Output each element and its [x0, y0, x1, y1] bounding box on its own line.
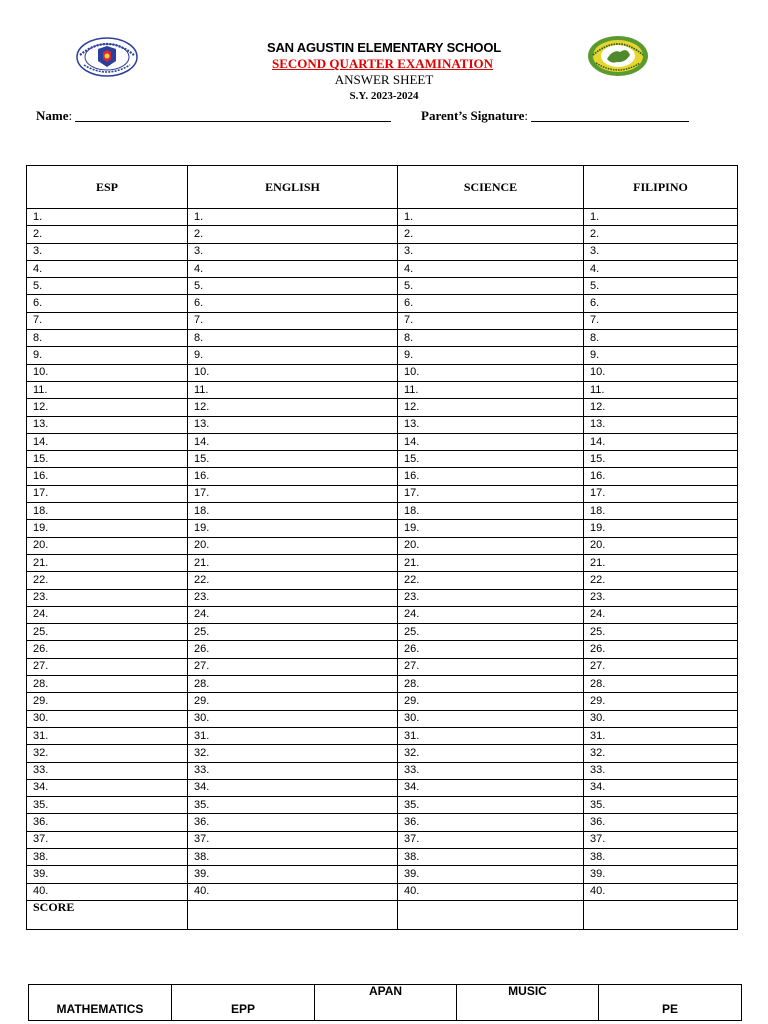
table-row	[27, 503, 738, 520]
answer-cell-science-9[interactable]: 9.	[398, 347, 584, 364]
answer-cell-science-32[interactable]: 32.	[398, 745, 584, 762]
column-header-music: MUSIC	[457, 985, 599, 1021]
answer-cell-filipino-27[interactable]: 27.	[584, 658, 738, 675]
table-row	[27, 260, 738, 277]
answer-cell-esp-39[interactable]: 39.	[27, 866, 188, 883]
sheet-title: ANSWER SHEET	[334, 72, 434, 87]
answer-cell-english-1[interactable]: 1.	[188, 209, 398, 226]
answer-cell-english-33[interactable]: 33.	[188, 762, 398, 779]
answer-cell-english-13[interactable]: 13.	[188, 416, 398, 433]
answer-cell-filipino-38[interactable]: 38.	[584, 848, 738, 865]
name-label: Name	[36, 108, 69, 123]
answer-cell-science-34[interactable]: 34.	[398, 779, 584, 796]
answer-cell-filipino-20[interactable]: 20.	[584, 537, 738, 554]
answer-cell-science-31[interactable]: 31.	[398, 727, 584, 744]
answer-cell-filipino-2[interactable]: 2.	[584, 226, 738, 243]
answer-cell-english-10[interactable]: 10.	[188, 364, 398, 381]
table-row	[27, 606, 738, 623]
answer-cell-filipino-33[interactable]: 33.	[584, 762, 738, 779]
answer-cell-science-30[interactable]: 30.	[398, 710, 584, 727]
answer-cell-science-37[interactable]: 37.	[398, 831, 584, 848]
answer-cell-science-10[interactable]: 10.	[398, 364, 584, 381]
table-row	[27, 537, 738, 554]
answer-cell-esp-5[interactable]: 5.	[27, 278, 188, 295]
table-row	[27, 433, 738, 450]
school-year: S.Y. 2023-2024	[349, 90, 419, 102]
answer-cell-filipino-1[interactable]: 1.	[584, 209, 738, 226]
table-row	[27, 866, 738, 883]
answer-cell-esp-32[interactable]: 32.	[27, 745, 188, 762]
answer-cell-filipino-9[interactable]: 9.	[584, 347, 738, 364]
score-cell-science[interactable]	[398, 900, 584, 929]
answer-cell-esp-1[interactable]: 1.	[27, 209, 188, 226]
answer-cell-english-24[interactable]: 24.	[188, 606, 398, 623]
answer-cell-english-4[interactable]: 4.	[188, 260, 398, 277]
answer-cell-filipino-15[interactable]: 15.	[584, 451, 738, 468]
answer-cell-filipino-22[interactable]: 22.	[584, 572, 738, 589]
answer-cell-filipino-35[interactable]: 35.	[584, 797, 738, 814]
answer-cell-filipino-24[interactable]: 24.	[584, 606, 738, 623]
answer-cell-esp-10[interactable]: 10.	[27, 364, 188, 381]
answer-cell-english-28[interactable]: 28.	[188, 676, 398, 693]
answer-cell-science-22[interactable]: 22.	[398, 572, 584, 589]
table-row	[27, 831, 738, 848]
table-row	[27, 693, 738, 710]
answer-cell-science-16[interactable]: 16.	[398, 468, 584, 485]
answer-cell-english-20[interactable]: 20.	[188, 537, 398, 554]
answer-cell-esp-7[interactable]: 7.	[27, 312, 188, 329]
table-row	[27, 710, 738, 727]
exam-title-text: SECOND QUARTER EXAMINATION	[271, 56, 494, 71]
answer-cell-esp-27[interactable]: 27.	[27, 658, 188, 675]
answer-cell-science-33[interactable]: 33.	[398, 762, 584, 779]
answer-cell-esp-4[interactable]: 4.	[27, 260, 188, 277]
answer-cell-filipino-21[interactable]: 21.	[584, 554, 738, 571]
answer-cell-esp-12[interactable]: 12.	[27, 399, 188, 416]
answer-cell-filipino-6[interactable]: 6.	[584, 295, 738, 312]
table-row	[27, 658, 738, 675]
parent-signature-separator: :	[524, 108, 532, 123]
answer-cell-science-15[interactable]: 15.	[398, 451, 584, 468]
answer-cell-science-13[interactable]: 13.	[398, 416, 584, 433]
answer-cell-esp-30[interactable]: 30.	[27, 710, 188, 727]
answer-cell-filipino-23[interactable]: 23.	[584, 589, 738, 606]
score-cell-filipino[interactable]	[584, 900, 738, 929]
answer-cell-science-2[interactable]: 2.	[398, 226, 584, 243]
table-row	[27, 364, 738, 381]
answer-cell-english-2[interactable]: 2.	[188, 226, 398, 243]
answer-cell-filipino-37[interactable]: 37.	[584, 831, 738, 848]
answer-cell-filipino-40[interactable]: 40.	[584, 883, 738, 900]
score-label: SCORE	[27, 900, 188, 929]
answer-cell-science-8[interactable]: 8.	[398, 330, 584, 347]
answer-cell-esp-21[interactable]: 21.	[27, 554, 188, 571]
answer-cell-science-26[interactable]: 26.	[398, 641, 584, 658]
table-row	[27, 641, 738, 658]
answer-cell-science-24[interactable]: 24.	[398, 606, 584, 623]
answer-cell-science-29[interactable]: 29.	[398, 693, 584, 710]
answer-cell-filipino-5[interactable]: 5.	[584, 278, 738, 295]
answer-cell-english-36[interactable]: 36.	[188, 814, 398, 831]
name-blank-line[interactable]	[75, 109, 391, 122]
answer-cell-english-12[interactable]: 12.	[188, 399, 398, 416]
answer-cell-filipino-31[interactable]: 31.	[584, 727, 738, 744]
answer-cell-esp-28[interactable]: 28.	[27, 676, 188, 693]
answer-cell-esp-22[interactable]: 22.	[27, 572, 188, 589]
table-row	[27, 745, 738, 762]
answer-cell-filipino-3[interactable]: 3.	[584, 243, 738, 260]
table-row	[27, 814, 738, 831]
answer-cell-english-32[interactable]: 32.	[188, 745, 398, 762]
answer-cell-filipino-19[interactable]: 19.	[584, 520, 738, 537]
answer-cell-esp-35[interactable]: 35.	[27, 797, 188, 814]
table-row	[27, 451, 738, 468]
answer-cell-esp-18[interactable]: 18.	[27, 503, 188, 520]
answer-cell-english-18[interactable]: 18.	[188, 503, 398, 520]
table-row	[27, 312, 738, 329]
column-header-esp: ESP	[27, 166, 188, 209]
answer-cell-science-27[interactable]: 27.	[398, 658, 584, 675]
answer-cell-esp-24[interactable]: 24.	[27, 606, 188, 623]
answer-cell-esp-2[interactable]: 2.	[27, 226, 188, 243]
answer-cell-english-31[interactable]: 31.	[188, 727, 398, 744]
answer-cell-science-6[interactable]: 6.	[398, 295, 584, 312]
column-header-mathematics: MATHEMATICS	[29, 985, 172, 1021]
table-row	[27, 624, 738, 641]
table-row	[27, 589, 738, 606]
score-row	[27, 900, 738, 929]
answer-cell-english-11[interactable]: 11.	[188, 381, 398, 398]
answer-cell-esp-25[interactable]: 25.	[27, 624, 188, 641]
answer-cell-esp-23[interactable]: 23.	[27, 589, 188, 606]
answer-cell-filipino-36[interactable]: 36.	[584, 814, 738, 831]
answer-cell-esp-15[interactable]: 15.	[27, 451, 188, 468]
answer-cell-esp-36[interactable]: 36.	[27, 814, 188, 831]
answer-cell-filipino-28[interactable]: 28.	[584, 676, 738, 693]
answer-cell-filipino-14[interactable]: 14.	[584, 433, 738, 450]
answer-cell-esp-37[interactable]: 37.	[27, 831, 188, 848]
second-answer-table	[28, 984, 742, 1021]
answer-cell-science-5[interactable]: 5.	[398, 278, 584, 295]
answer-cell-esp-6[interactable]: 6.	[27, 295, 188, 312]
answer-cell-english-30[interactable]: 30.	[188, 710, 398, 727]
answer-cell-esp-40[interactable]: 40.	[27, 883, 188, 900]
name-field[interactable]	[36, 108, 391, 124]
answer-cell-esp-9[interactable]: 9.	[27, 347, 188, 364]
answer-cell-science-11[interactable]: 11.	[398, 381, 584, 398]
answer-cell-esp-29[interactable]: 29.	[27, 693, 188, 710]
answer-cell-esp-14[interactable]: 14.	[27, 433, 188, 450]
answer-cell-esp-20[interactable]: 20.	[27, 537, 188, 554]
answer-cell-esp-34[interactable]: 34.	[27, 779, 188, 796]
answer-cell-science-35[interactable]: 35.	[398, 797, 584, 814]
table-row	[27, 848, 738, 865]
parent-signature-label: Parent’s Signature	[421, 108, 525, 123]
answer-cell-english-14[interactable]: 14.	[188, 433, 398, 450]
answer-cell-esp-26[interactable]: 26.	[27, 641, 188, 658]
answer-cell-science-12[interactable]: 12.	[398, 399, 584, 416]
answer-table	[26, 165, 738, 930]
table-row	[27, 416, 738, 433]
answer-cell-filipino-39[interactable]: 39.	[584, 866, 738, 883]
answer-cell-science-28[interactable]: 28.	[398, 676, 584, 693]
column-header-science: SCIENCE	[398, 166, 584, 209]
table-row	[27, 295, 738, 312]
answer-cell-filipino-34[interactable]: 34.	[584, 779, 738, 796]
answer-cell-english-19[interactable]: 19.	[188, 520, 398, 537]
answer-cell-english-8[interactable]: 8.	[188, 330, 398, 347]
answer-cell-esp-38[interactable]: 38.	[27, 848, 188, 865]
answer-cell-filipino-8[interactable]: 8.	[584, 330, 738, 347]
answer-cell-english-38[interactable]: 38.	[188, 848, 398, 865]
answer-cell-filipino-10[interactable]: 10.	[584, 364, 738, 381]
answer-cell-science-20[interactable]: 20.	[398, 537, 584, 554]
table-row	[27, 883, 738, 900]
table-row	[27, 676, 738, 693]
answer-cell-english-26[interactable]: 26.	[188, 641, 398, 658]
answer-cell-english-3[interactable]: 3.	[188, 243, 398, 260]
answer-cell-filipino-17[interactable]: 17.	[584, 485, 738, 502]
answer-cell-science-7[interactable]: 7.	[398, 312, 584, 329]
column-header-apan: APAN	[315, 985, 457, 1021]
answer-cell-science-18[interactable]: 18.	[398, 503, 584, 520]
answer-cell-filipino-11[interactable]: 11.	[584, 381, 738, 398]
answer-cell-english-15[interactable]: 15.	[188, 451, 398, 468]
answer-cell-science-1[interactable]: 1.	[398, 209, 584, 226]
answer-table-header-row	[27, 166, 738, 209]
table-row	[27, 278, 738, 295]
table-row	[27, 520, 738, 537]
table-row	[27, 226, 738, 243]
answer-cell-science-21[interactable]: 21.	[398, 554, 584, 571]
answer-cell-english-25[interactable]: 25.	[188, 624, 398, 641]
answer-cell-english-16[interactable]: 16.	[188, 468, 398, 485]
answer-cell-science-17[interactable]: 17.	[398, 485, 584, 502]
table-row	[27, 797, 738, 814]
answer-cell-english-5[interactable]: 5.	[188, 278, 398, 295]
answer-cell-science-4[interactable]: 4.	[398, 260, 584, 277]
parent-signature-blank-line[interactable]	[531, 109, 689, 122]
table-row	[27, 554, 738, 571]
answer-cell-filipino-13[interactable]: 13.	[584, 416, 738, 433]
answer-cell-filipino-25[interactable]: 25.	[584, 624, 738, 641]
table-row	[27, 468, 738, 485]
answer-cell-science-36[interactable]: 36.	[398, 814, 584, 831]
table-row	[27, 779, 738, 796]
answer-cell-english-27[interactable]: 27.	[188, 658, 398, 675]
answer-cell-english-22[interactable]: 22.	[188, 572, 398, 589]
answer-cell-english-35[interactable]: 35.	[188, 797, 398, 814]
answer-cell-esp-13[interactable]: 13.	[27, 416, 188, 433]
answer-cell-esp-11[interactable]: 11.	[27, 381, 188, 398]
answer-cell-esp-33[interactable]: 33.	[27, 762, 188, 779]
column-header-filipino: FILIPINO	[584, 166, 738, 209]
table-row	[27, 381, 738, 398]
column-header-epp: EPP	[172, 985, 315, 1021]
table-row	[27, 572, 738, 589]
answer-cell-science-14[interactable]: 14.	[398, 433, 584, 450]
column-header-pe: PE	[599, 985, 742, 1021]
answer-cell-filipino-18[interactable]: 18.	[584, 503, 738, 520]
answer-cell-filipino-4[interactable]: 4.	[584, 260, 738, 277]
answer-cell-science-19[interactable]: 19.	[398, 520, 584, 537]
answer-cell-esp-3[interactable]: 3.	[27, 243, 188, 260]
answer-cell-filipino-32[interactable]: 32.	[584, 745, 738, 762]
table-row	[27, 330, 738, 347]
answer-cell-filipino-26[interactable]: 26.	[584, 641, 738, 658]
answer-table-body	[27, 209, 738, 930]
table-row	[27, 762, 738, 779]
answer-cell-english-6[interactable]: 6.	[188, 295, 398, 312]
answer-cell-esp-19[interactable]: 19.	[27, 520, 188, 537]
answer-cell-english-29[interactable]: 29.	[188, 693, 398, 710]
answer-cell-esp-8[interactable]: 8.	[27, 330, 188, 347]
answer-cell-filipino-29[interactable]: 29.	[584, 693, 738, 710]
table-row	[27, 485, 738, 502]
answer-cell-english-23[interactable]: 23.	[188, 589, 398, 606]
answer-cell-science-40[interactable]: 40.	[398, 883, 584, 900]
answer-cell-science-23[interactable]: 23.	[398, 589, 584, 606]
column-header-english: ENGLISH	[188, 166, 398, 209]
answer-cell-esp-31[interactable]: 31.	[27, 727, 188, 744]
answer-cell-english-9[interactable]: 9.	[188, 347, 398, 364]
second-table-header-row	[29, 985, 742, 1021]
answer-cell-science-25[interactable]: 25.	[398, 624, 584, 641]
answer-cell-english-17[interactable]: 17.	[188, 485, 398, 502]
answer-cell-english-34[interactable]: 34.	[188, 779, 398, 796]
answer-cell-science-38[interactable]: 38.	[398, 848, 584, 865]
answer-cell-esp-17[interactable]: 17.	[27, 485, 188, 502]
answer-cell-filipino-30[interactable]: 30.	[584, 710, 738, 727]
score-cell-english[interactable]	[188, 900, 398, 929]
table-row	[27, 399, 738, 416]
answer-cell-science-3[interactable]: 3.	[398, 243, 584, 260]
parent-signature-field[interactable]	[421, 108, 689, 124]
answer-cell-filipino-16[interactable]: 16.	[584, 468, 738, 485]
table-row	[27, 727, 738, 744]
table-row	[27, 347, 738, 364]
answer-cell-english-37[interactable]: 37.	[188, 831, 398, 848]
answer-cell-english-21[interactable]: 21.	[188, 554, 398, 571]
answer-cell-science-39[interactable]: 39.	[398, 866, 584, 883]
table-row	[27, 243, 738, 260]
answer-cell-english-39[interactable]: 39.	[188, 866, 398, 883]
answer-cell-filipino-7[interactable]: 7.	[584, 312, 738, 329]
answer-cell-english-40[interactable]: 40.	[188, 883, 398, 900]
answer-cell-esp-16[interactable]: 16.	[27, 468, 188, 485]
school-name: SAN AGUSTIN ELEMENTARY SCHOOL	[267, 40, 501, 55]
name-separator: :	[68, 108, 76, 123]
table-row	[27, 209, 738, 226]
exam-title	[0, 56, 768, 72]
answer-cell-filipino-12[interactable]: 12.	[584, 399, 738, 416]
answer-cell-english-7[interactable]: 7.	[188, 312, 398, 329]
